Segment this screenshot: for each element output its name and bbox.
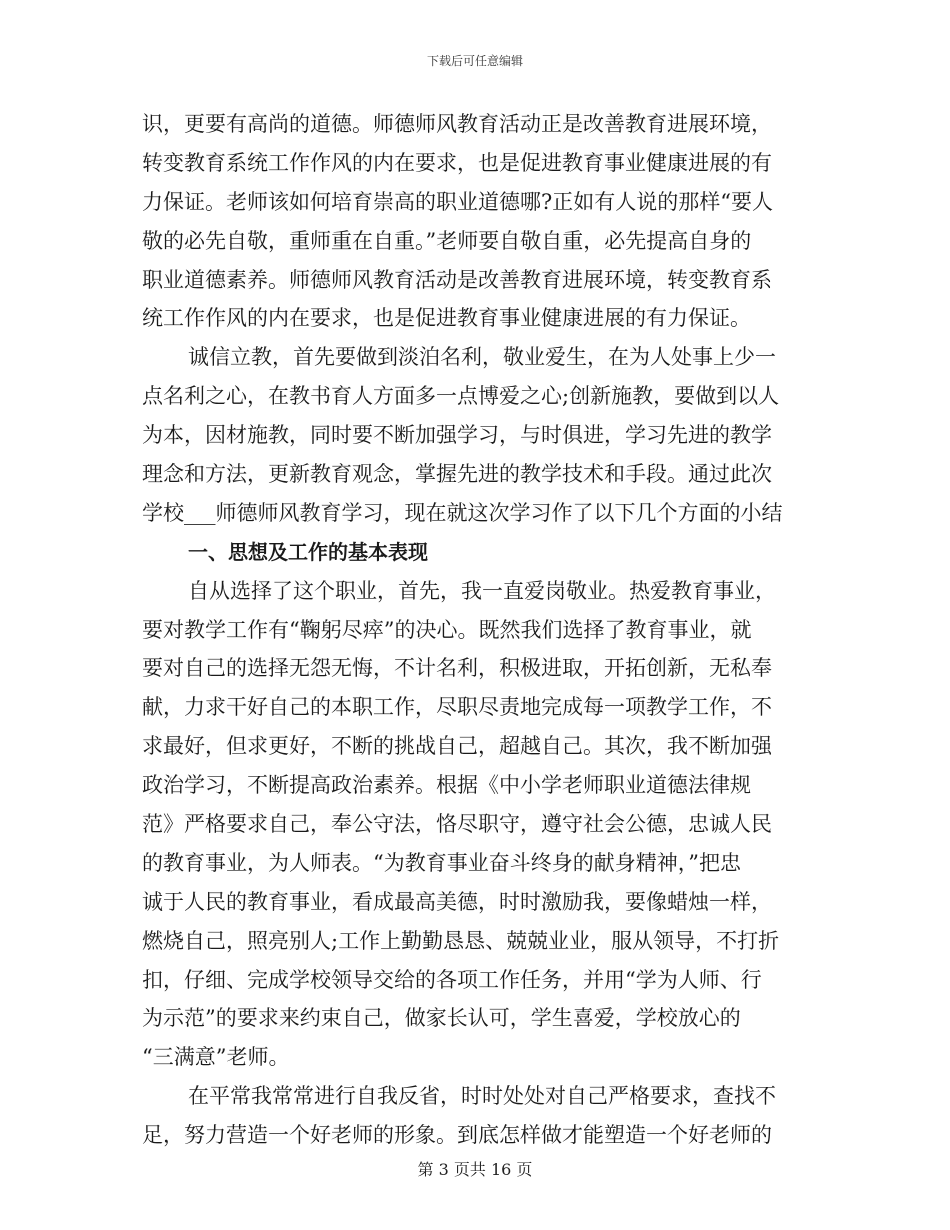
text-line: 理念和方法，更新教育观念，掌握先进的教学技术和手段。通过此次 xyxy=(142,462,772,487)
text-line: 学校___师德师风教育学习，现在就这次学习作了以下几个方面的小结 xyxy=(142,500,783,525)
text-line: 点名利之心，在教书育人方面多一点博爱之心;创新施教，要做到以人 xyxy=(142,384,780,409)
text-line: 燃烧自己，照亮别人;工作上勤勤恳恳、兢兢业业，服从领导，不打折 xyxy=(142,928,780,953)
text-line: 要对自己的选择无怨无悔，不计名利，积极进取，开拓创新，无私奉 xyxy=(142,656,772,681)
document-body xyxy=(142,105,802,1155)
text-line: 为示范”的要求来约束自己，做家长认可，学生喜爱，学校放心的 xyxy=(142,1006,741,1031)
text-line: 范》严格要求自己，奉公守法，恪尽职守，遵守社会公德，忠诚人民 xyxy=(142,812,772,837)
text-line: 自从选择了这个职业，首先，我一直爱岗敬业。热爱教育事业， xyxy=(188,578,776,603)
text-line: 献，力求干好自己的本职工作，尽职尽责地完成每一项教学工作，不 xyxy=(142,695,772,720)
text-line: 力保证。老师该如何培育崇高的职业道德哪?正如有人说的那样“要人 xyxy=(142,189,773,214)
text-line: 为本，因材施教，同时要不断加强学习，与时俱进，学习先进的教学 xyxy=(142,423,772,448)
text-line: 扣，仔细、完成学校领导交给的各项工作任务，并用“学为人师、行 xyxy=(142,967,762,992)
text-line: 的教育事业，为人师表。“为教育事业奋斗终身的献身精神，”把忠 xyxy=(142,850,741,875)
text-line: 识，更要有高尚的道德。师德师风教育活动正是改善教育进展环境， xyxy=(142,112,772,136)
text-line: 统工作作风的内在要求，也是促进教育事业健康进展的有力保证。 xyxy=(142,306,751,331)
text-line: 转变教育系统工作作风的内在要求，也是促进教育事业健康进展的有 xyxy=(142,150,772,175)
text-line: 政治学习，不断提高政治素养。根据《中小学老师职业道德法律规 xyxy=(142,773,751,798)
page-header-note: 下载后可任意编辑 xyxy=(426,54,523,68)
text-line: “三满意”老师。 xyxy=(142,1045,290,1070)
text-line: 求最好，但求更好，不断的挑战自己，超越自己。其次，我不断加强 xyxy=(142,734,772,759)
text-line: 职业道德素养。师德师风教育活动是改善教育进展环境，转变教育系 xyxy=(142,267,772,292)
text-line: 敬的必先自敬，重师重在自重。”老师要自敬自重，必先提高自身的 xyxy=(142,228,752,253)
text-line: 足，努力营造一个好老师的形象。到底怎样做才能塑造一个好老师的 xyxy=(142,1123,772,1148)
section-heading: 一、思想及工作的基本表现 xyxy=(188,539,428,564)
page-number-footer: 第 3 页共 16 页 xyxy=(417,1160,533,1179)
text-line: 在平常我常常进行自我反省，时时处处对自己严格要求，查找不 xyxy=(188,1084,776,1109)
text-line: 要对教学工作有“鞠躬尽瘁”的决心。既然我们选择了教育事业，就 xyxy=(142,617,752,642)
text-line: 诚信立教，首先要做到淡泊名利，敬业爱生，在为人处事上少一 xyxy=(188,345,776,370)
text-line: 诚于人民的教育事业，看成最高美德，时时激励我，要像蜡烛一样， xyxy=(142,889,772,914)
